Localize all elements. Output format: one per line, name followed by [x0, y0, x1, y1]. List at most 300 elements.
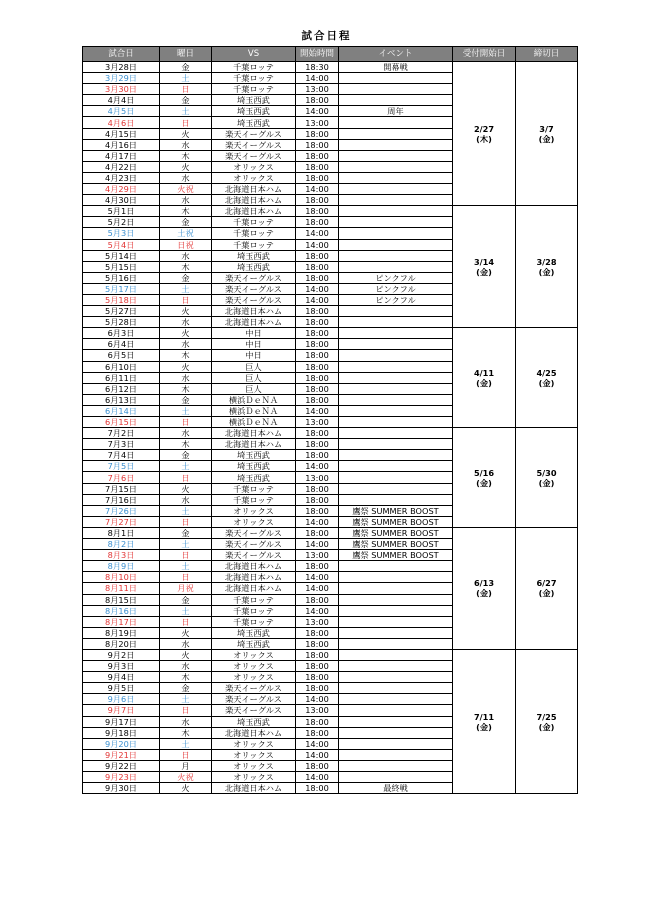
day-of-week: 土 [160, 405, 212, 416]
game-date: 6月11日 [83, 372, 160, 383]
game-date: 5月28日 [83, 317, 160, 328]
event-name [339, 572, 453, 583]
game-date: 5月2日 [83, 217, 160, 228]
deadline-cell [516, 527, 578, 649]
opponent: 埼玉西武 [212, 638, 296, 649]
reception-start-day: (金) [476, 588, 492, 599]
opponent: 北海道日本ハム [212, 439, 296, 450]
day-of-week: 木 [160, 383, 212, 394]
day-of-week: 火祝 [160, 184, 212, 195]
event-name [339, 417, 453, 428]
game-date: 5月14日 [83, 250, 160, 261]
column-header-deadline: 締切日 [516, 47, 578, 62]
day-of-week: 日 [160, 472, 212, 483]
opponent: オリックス [212, 772, 296, 783]
deadline-date: 3/7 [539, 123, 554, 134]
game-date: 5月18日 [83, 294, 160, 305]
reception-start-cell [453, 527, 516, 649]
event-name [339, 139, 453, 150]
game-date: 4月15日 [83, 128, 160, 139]
opponent: 楽天イーグルス [212, 550, 296, 561]
event-name [339, 716, 453, 727]
opponent: 千葉ロッテ [212, 217, 296, 228]
reception-start-day: (金) [476, 477, 492, 488]
day-of-week: 土 [160, 505, 212, 516]
event-name [339, 627, 453, 638]
deadline-day: (金) [538, 133, 555, 144]
event-name [339, 84, 453, 95]
opponent: オリックス [212, 505, 296, 516]
event-name [339, 372, 453, 383]
opponent: オリックス [212, 661, 296, 672]
day-of-week: 水 [160, 339, 212, 350]
opponent: 楽天イーグルス [212, 294, 296, 305]
day-of-week: 日祝 [160, 239, 212, 250]
game-date: 6月13日 [83, 394, 160, 405]
opponent: 楽天イーグルス [212, 283, 296, 294]
opponent: 千葉ロッテ [212, 605, 296, 616]
start-time: 13:00 [296, 705, 339, 716]
event-name: ピンクフル [339, 294, 453, 305]
game-date: 9月3日 [83, 661, 160, 672]
opponent: 楽天イーグルス [212, 694, 296, 705]
opponent: 北海道日本ハム [212, 561, 296, 572]
start-time: 18:00 [296, 428, 339, 439]
opponent: 横浜ＤｅＮＡ [212, 417, 296, 428]
event-name [339, 394, 453, 405]
event-name [339, 95, 453, 106]
event-name [339, 605, 453, 616]
event-name [339, 760, 453, 771]
game-date: 8月15日 [83, 594, 160, 605]
event-name [339, 439, 453, 450]
opponent: 千葉ロッテ [212, 594, 296, 605]
opponent: 中日 [212, 350, 296, 361]
day-of-week: 火 [160, 161, 212, 172]
game-date: 9月18日 [83, 727, 160, 738]
start-time: 18:00 [296, 350, 339, 361]
opponent: 埼玉西武 [212, 95, 296, 106]
reception-start-date: 2/27 [473, 123, 495, 134]
event-name [339, 350, 453, 361]
game-date: 7月15日 [83, 483, 160, 494]
day-of-week: 月祝 [160, 583, 212, 594]
start-time: 18:00 [296, 783, 339, 794]
day-of-week: 水 [160, 372, 212, 383]
event-name [339, 683, 453, 694]
opponent: 北海道日本ハム [212, 306, 296, 317]
event-name [339, 405, 453, 416]
game-date: 7月27日 [83, 516, 160, 527]
opponent: オリックス [212, 172, 296, 183]
event-name: 鷹祭 SUMMER BOOST [339, 516, 453, 527]
day-of-week: 日 [160, 705, 212, 716]
table-row [83, 62, 578, 73]
reception-start-date: 3/14 [473, 256, 495, 267]
start-time: 14:00 [296, 461, 339, 472]
day-of-week: 火 [160, 328, 212, 339]
event-name [339, 472, 453, 483]
event-name [339, 749, 453, 760]
opponent: 千葉ロッテ [212, 483, 296, 494]
game-date: 9月2日 [83, 649, 160, 660]
game-date: 5月16日 [83, 272, 160, 283]
start-time: 13:00 [296, 117, 339, 128]
event-name [339, 594, 453, 605]
deadline-day: (金) [538, 588, 555, 599]
table-row [83, 649, 578, 660]
start-time: 18:00 [296, 306, 339, 317]
day-of-week: 木 [160, 150, 212, 161]
game-date: 6月5日 [83, 350, 160, 361]
deadline-day: (金) [538, 477, 555, 488]
opponent: 北海道日本ハム [212, 206, 296, 217]
day-of-week: 土 [160, 694, 212, 705]
game-date: 8月10日 [83, 572, 160, 583]
event-name [339, 250, 453, 261]
start-time: 18:00 [296, 494, 339, 505]
start-time: 18:00 [296, 139, 339, 150]
game-date: 9月6日 [83, 694, 160, 705]
opponent: 埼玉西武 [212, 117, 296, 128]
opponent: 楽天イーグルス [212, 683, 296, 694]
schedule-body [83, 62, 578, 794]
table-row [83, 428, 578, 439]
start-time: 18:00 [296, 727, 339, 738]
game-date: 9月20日 [83, 738, 160, 749]
opponent: オリックス [212, 649, 296, 660]
game-date: 3月28日 [83, 62, 160, 73]
game-date: 5月27日 [83, 306, 160, 317]
game-date: 4月6日 [83, 117, 160, 128]
opponent: 千葉ロッテ [212, 62, 296, 73]
day-of-week: 土祝 [160, 228, 212, 239]
game-date: 7月5日 [83, 461, 160, 472]
start-time: 18:00 [296, 217, 339, 228]
start-time: 14:00 [296, 405, 339, 416]
start-time: 14:00 [296, 294, 339, 305]
event-name: 鷹祭 SUMMER BOOST [339, 527, 453, 538]
event-name [339, 261, 453, 272]
start-time: 18:00 [296, 339, 339, 350]
event-name [339, 206, 453, 217]
start-time: 13:00 [296, 417, 339, 428]
opponent: 北海道日本ハム [212, 572, 296, 583]
start-time: 18:00 [296, 250, 339, 261]
game-date: 5月4日 [83, 239, 160, 250]
day-of-week: 金 [160, 394, 212, 405]
opponent: 北海道日本ハム [212, 317, 296, 328]
day-of-week: 木 [160, 727, 212, 738]
schedule-table [82, 46, 578, 794]
deadline-date: 7/25 [536, 711, 557, 722]
game-date: 9月17日 [83, 716, 160, 727]
reception-start-date: 6/13 [473, 578, 495, 589]
start-time: 18:00 [296, 561, 339, 572]
start-time: 18:00 [296, 128, 339, 139]
start-time: 14:00 [296, 583, 339, 594]
start-time: 18:00 [296, 272, 339, 283]
column-header-reception-start: 受付開始日 [453, 47, 516, 62]
opponent: オリックス [212, 749, 296, 760]
day-of-week: 金 [160, 217, 212, 228]
day-of-week: 土 [160, 539, 212, 550]
day-of-week: 木 [160, 350, 212, 361]
day-of-week: 土 [160, 738, 212, 749]
opponent: 楽天イーグルス [212, 527, 296, 538]
opponent: 埼玉西武 [212, 261, 296, 272]
game-date: 5月1日 [83, 206, 160, 217]
start-time: 13:00 [296, 472, 339, 483]
deadline-day: (金) [538, 377, 555, 388]
game-date: 4月16日 [83, 139, 160, 150]
game-date: 5月15日 [83, 261, 160, 272]
start-time: 18:00 [296, 661, 339, 672]
start-time: 14:00 [296, 572, 339, 583]
game-date: 8月16日 [83, 605, 160, 616]
game-date: 6月14日 [83, 405, 160, 416]
game-date: 7月26日 [83, 505, 160, 516]
day-of-week: 土 [160, 461, 212, 472]
opponent: 千葉ロッテ [212, 494, 296, 505]
start-time: 14:00 [296, 73, 339, 84]
deadline-cell [516, 428, 578, 528]
game-date: 7月4日 [83, 450, 160, 461]
game-date: 4月4日 [83, 95, 160, 106]
event-name [339, 172, 453, 183]
start-time: 18:00 [296, 372, 339, 383]
day-of-week: 日 [160, 572, 212, 583]
event-name [339, 428, 453, 439]
day-of-week: 水 [160, 250, 212, 261]
event-name: 開幕戦 [339, 62, 453, 73]
opponent: オリックス [212, 760, 296, 771]
deadline-cell [516, 328, 578, 428]
event-name [339, 461, 453, 472]
opponent: 千葉ロッテ [212, 616, 296, 627]
deadline-cell [516, 206, 578, 328]
opponent: 楽天イーグルス [212, 705, 296, 716]
event-name [339, 161, 453, 172]
start-time: 14:00 [296, 228, 339, 239]
start-time: 13:00 [296, 84, 339, 95]
game-date: 9月30日 [83, 783, 160, 794]
day-of-week: 日 [160, 84, 212, 95]
day-of-week: 土 [160, 73, 212, 84]
table-row [83, 328, 578, 339]
start-time: 18:00 [296, 172, 339, 183]
day-of-week: 月 [160, 760, 212, 771]
game-date: 8月20日 [83, 638, 160, 649]
day-of-week: 日 [160, 294, 212, 305]
event-name [339, 483, 453, 494]
game-date: 9月23日 [83, 772, 160, 783]
event-name [339, 117, 453, 128]
event-name [339, 494, 453, 505]
opponent: 北海道日本ハム [212, 195, 296, 206]
day-of-week: 水 [160, 172, 212, 183]
event-name [339, 694, 453, 705]
opponent: 埼玉西武 [212, 472, 296, 483]
start-time: 18:00 [296, 394, 339, 405]
column-header-date: 試合日 [83, 47, 160, 62]
opponent: 千葉ロッテ [212, 239, 296, 250]
game-date: 4月5日 [83, 106, 160, 117]
deadline-cell [516, 62, 578, 206]
opponent: 北海道日本ハム [212, 783, 296, 794]
day-of-week: 水 [160, 428, 212, 439]
start-time: 18:00 [296, 672, 339, 683]
game-date: 6月3日 [83, 328, 160, 339]
start-time: 14:00 [296, 239, 339, 250]
day-of-week: 火 [160, 128, 212, 139]
day-of-week: 火 [160, 306, 212, 317]
opponent: 埼玉西武 [212, 250, 296, 261]
event-name: 鷹祭 SUMMER BOOST [339, 550, 453, 561]
opponent: オリックス [212, 738, 296, 749]
start-time: 18:00 [296, 450, 339, 461]
start-time: 18:00 [296, 483, 339, 494]
opponent: オリックス [212, 672, 296, 683]
opponent: 埼玉西武 [212, 716, 296, 727]
start-time: 18:00 [296, 638, 339, 649]
opponent: 北海道日本ハム [212, 727, 296, 738]
game-date: 6月4日 [83, 339, 160, 350]
event-name [339, 727, 453, 738]
opponent: 横浜ＤｅＮＡ [212, 394, 296, 405]
game-date: 9月22日 [83, 760, 160, 771]
reception-start-day: (金) [476, 721, 492, 732]
event-name [339, 638, 453, 649]
reception-start-day: (金) [476, 377, 492, 388]
day-of-week: 日 [160, 616, 212, 627]
day-of-week: 水 [160, 638, 212, 649]
event-name [339, 195, 453, 206]
day-of-week: 土 [160, 561, 212, 572]
start-time: 18:00 [296, 361, 339, 372]
reception-start-cell [453, 428, 516, 528]
event-name: 最終戦 [339, 783, 453, 794]
event-name [339, 450, 453, 461]
page-title: 試合日程 [301, 30, 352, 42]
opponent: 楽天イーグルス [212, 539, 296, 550]
start-time: 18:00 [296, 716, 339, 727]
opponent: 埼玉西武 [212, 106, 296, 117]
game-date: 8月19日 [83, 627, 160, 638]
deadline-date: 5/30 [536, 467, 557, 478]
game-date: 7月3日 [83, 439, 160, 450]
opponent: 巨人 [212, 361, 296, 372]
game-date: 6月15日 [83, 417, 160, 428]
game-date: 3月29日 [83, 73, 160, 84]
event-name [339, 772, 453, 783]
event-name [339, 228, 453, 239]
start-time: 13:00 [296, 616, 339, 627]
start-time: 18:00 [296, 439, 339, 450]
opponent: 北海道日本ハム [212, 184, 296, 195]
event-name [339, 328, 453, 339]
opponent: 千葉ロッテ [212, 228, 296, 239]
opponent: 巨人 [212, 383, 296, 394]
day-of-week: 日 [160, 516, 212, 527]
table-row [83, 206, 578, 217]
event-name: 鷹祭 SUMMER BOOST [339, 539, 453, 550]
game-date: 7月2日 [83, 428, 160, 439]
game-date: 5月3日 [83, 228, 160, 239]
reception-start-cell [453, 649, 516, 793]
deadline-day: (金) [538, 266, 555, 277]
start-time: 18:00 [296, 594, 339, 605]
game-date: 7月6日 [83, 472, 160, 483]
start-time: 18:00 [296, 649, 339, 660]
event-name [339, 383, 453, 394]
event-name [339, 317, 453, 328]
start-time: 18:00 [296, 317, 339, 328]
start-time: 18:00 [296, 527, 339, 538]
game-date: 4月23日 [83, 172, 160, 183]
start-time: 14:00 [296, 106, 339, 117]
game-date: 4月17日 [83, 150, 160, 161]
day-of-week: 土 [160, 106, 212, 117]
day-of-week: 火 [160, 361, 212, 372]
game-date: 6月10日 [83, 361, 160, 372]
day-of-week: 木 [160, 672, 212, 683]
table-header-row [83, 47, 578, 62]
reception-start-day: (金) [476, 266, 492, 277]
reception-start-date: 7/11 [473, 711, 495, 722]
deadline-date: 4/25 [536, 367, 557, 378]
opponent: 楽天イーグルス [212, 272, 296, 283]
reception-start-date: 4/11 [473, 367, 495, 378]
event-name [339, 128, 453, 139]
start-time: 18:00 [296, 261, 339, 272]
game-date: 9月4日 [83, 672, 160, 683]
day-of-week: 土 [160, 605, 212, 616]
day-of-week: 金 [160, 594, 212, 605]
game-date: 5月17日 [83, 283, 160, 294]
event-name [339, 561, 453, 572]
opponent: 中日 [212, 328, 296, 339]
event-name [339, 339, 453, 350]
game-date: 8月3日 [83, 550, 160, 561]
deadline-date: 6/27 [536, 578, 557, 589]
game-date: 4月30日 [83, 195, 160, 206]
event-name: 周年 [339, 106, 453, 117]
game-date: 7月16日 [83, 494, 160, 505]
start-time: 18:00 [296, 195, 339, 206]
start-time: 18:00 [296, 683, 339, 694]
deadline-date: 3/28 [536, 256, 557, 267]
start-time: 18:00 [296, 505, 339, 516]
start-time: 14:00 [296, 738, 339, 749]
start-time: 18:00 [296, 760, 339, 771]
event-name [339, 361, 453, 372]
event-name [339, 738, 453, 749]
game-date: 9月21日 [83, 749, 160, 760]
event-name [339, 150, 453, 161]
day-of-week: 水 [160, 195, 212, 206]
event-name [339, 217, 453, 228]
game-date: 9月7日 [83, 705, 160, 716]
start-time: 14:00 [296, 283, 339, 294]
start-time: 14:00 [296, 605, 339, 616]
day-of-week: 火 [160, 649, 212, 660]
deadline-day: (金) [538, 721, 555, 732]
game-date: 9月5日 [83, 683, 160, 694]
day-of-week: 火祝 [160, 772, 212, 783]
start-time: 18:00 [296, 627, 339, 638]
day-of-week: 金 [160, 683, 212, 694]
